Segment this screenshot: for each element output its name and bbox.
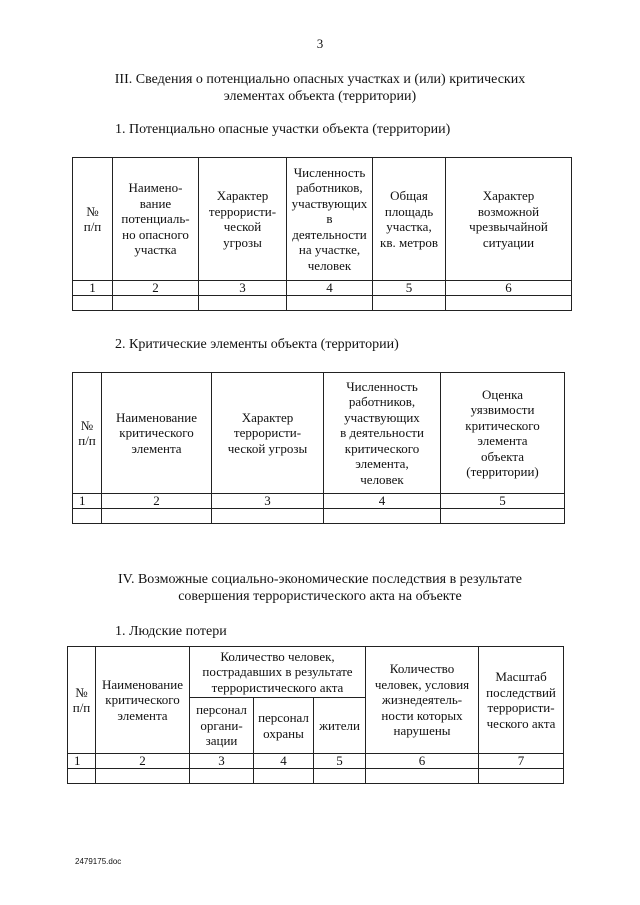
empty-cell [446, 296, 572, 311]
empty-cell [373, 296, 446, 311]
column-number: 3 [199, 281, 287, 296]
table3-caption: 1. Людские потери [115, 624, 227, 639]
column-number: 3 [190, 754, 254, 769]
column-number: 2 [113, 281, 199, 296]
column-number: 1 [68, 754, 96, 769]
empty-cell [479, 769, 564, 784]
empty-cell [324, 509, 441, 524]
empty-cell [190, 769, 254, 784]
header-element-name: Наименование критического элемента [96, 647, 190, 754]
column-number: 7 [479, 754, 564, 769]
empty-cell [73, 509, 102, 524]
column-number: 4 [287, 281, 373, 296]
empty-row [68, 769, 564, 784]
empty-cell [254, 769, 314, 784]
header-total-area: Общая площадь участка, кв. метров [373, 158, 446, 281]
table-casualties [67, 646, 564, 784]
empty-row [73, 296, 572, 311]
column-number: 2 [102, 494, 212, 509]
table-critical-elements [72, 372, 565, 524]
empty-cell [102, 509, 212, 524]
header-org-staff: персонал органи- зации [190, 698, 254, 754]
empty-cell [199, 296, 287, 311]
header-staff-count: Численность работников, участвующих в деятельности на участке, человек [287, 158, 373, 281]
header-vulnerability: Оценка уязвимости критического элемента объекта (территории) [441, 373, 565, 494]
column-number: 1 [73, 281, 113, 296]
column-number: 1 [73, 494, 102, 509]
page-number: 3 [316, 36, 324, 51]
header-num: № п/п [73, 158, 113, 281]
table2-caption: 2. Критические элементы объекта (территории) [115, 337, 399, 352]
column-number: 2 [96, 754, 190, 769]
empty-cell [68, 769, 96, 784]
header-consequence-scale: Масштаб последствий террористи- ческого акта [479, 647, 564, 754]
column-numbers-row [68, 754, 564, 769]
column-number: 5 [314, 754, 366, 769]
empty-cell [212, 509, 324, 524]
column-number: 5 [441, 494, 565, 509]
empty-cell [441, 509, 565, 524]
section-4-heading-line1: IV. Возможные социально-экономические последствия в результате [118, 572, 522, 587]
empty-cell [73, 296, 113, 311]
column-numbers-row [73, 281, 572, 296]
empty-cell [287, 296, 373, 311]
header-num: № п/п [73, 373, 102, 494]
header-area-name: Наимено- вание потенциаль- но опасного участка [113, 158, 199, 281]
column-number: 3 [212, 494, 324, 509]
section-4-heading-line2: совершения террористического акта на объекте [178, 589, 462, 604]
section-3-heading-line2: элементах объекта (территории) [223, 89, 417, 104]
header-victims-group: Количество человек, пострадавших в результате террористического акта [190, 647, 366, 698]
column-number: 6 [366, 754, 479, 769]
header-emergency-type: Характер возможной чрезвычайной ситуации [446, 158, 572, 281]
header-threat-type: Характер террористи- ческой угрозы [212, 373, 324, 494]
empty-cell [96, 769, 190, 784]
section-3-heading-line1: III. Сведения о потенциально опасных участках и (или) критических [114, 72, 526, 87]
table1-caption: 1. Потенциально опасные участки объекта (территории) [115, 122, 451, 137]
document-filename: 2479175.doc [75, 857, 122, 866]
header-staff-count: Численность работников, участвующих в деятельности критического элемента, человек [324, 373, 441, 494]
header-residents: жители [314, 698, 366, 754]
header-security-staff: персонал охраны [254, 698, 314, 754]
column-number: 4 [324, 494, 441, 509]
empty-cell [314, 769, 366, 784]
header-violated-count: Количество человек, условия жизнедеятель- ности которых нарушены [366, 647, 479, 754]
section-3-heading [0, 71, 640, 105]
empty-cell [366, 769, 479, 784]
empty-row [73, 509, 565, 524]
header-threat-type: Характер террористи- ческой угрозы [199, 158, 287, 281]
column-numbers-row [73, 494, 565, 509]
column-number: 4 [254, 754, 314, 769]
empty-cell [113, 296, 199, 311]
header-element-name: Наименование критического элемента [102, 373, 212, 494]
table-hazardous-areas [72, 157, 572, 311]
column-number: 6 [446, 281, 572, 296]
section-4-heading [0, 571, 640, 605]
column-number: 5 [373, 281, 446, 296]
header-num: № п/п [68, 647, 96, 754]
